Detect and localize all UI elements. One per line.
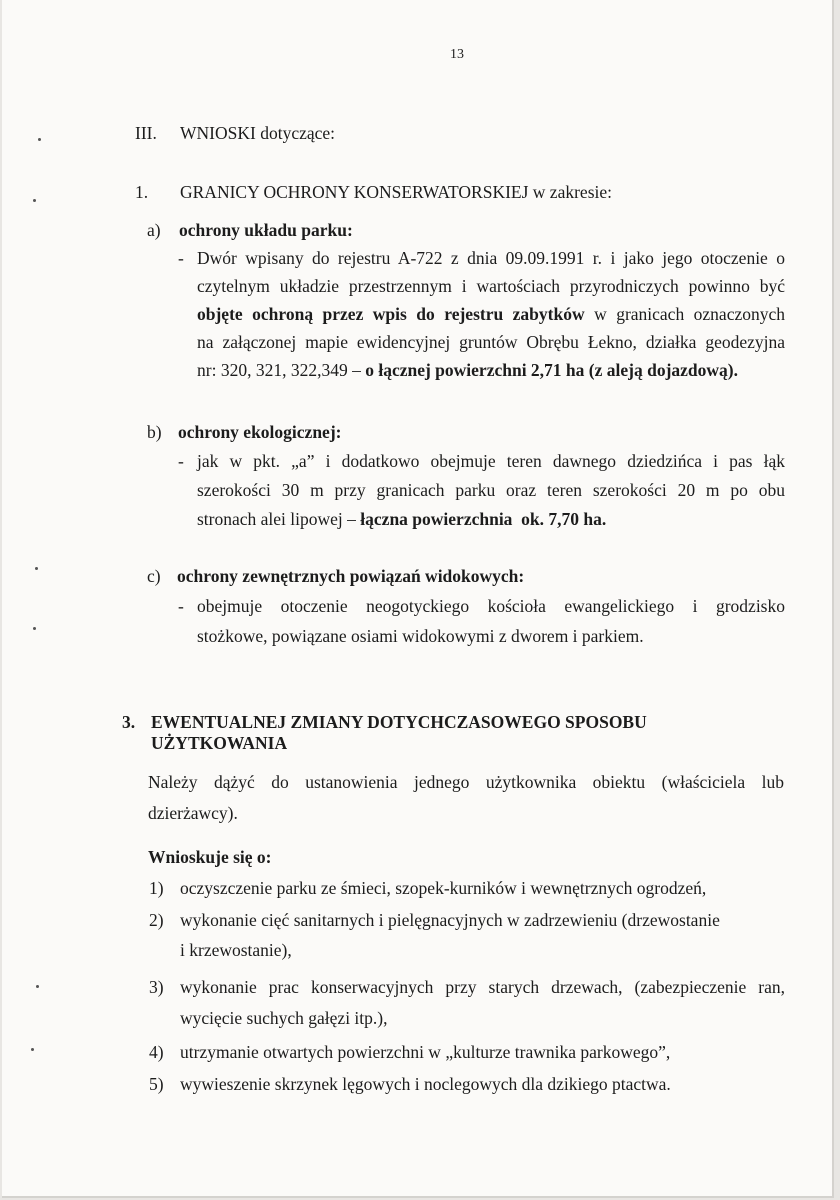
- list-item-number: 5): [149, 1074, 164, 1094]
- item-b-line3-normal: stronach alei lipowej –: [197, 509, 356, 529]
- section-title: [180, 123, 335, 144]
- list-item-number: 1): [149, 878, 164, 898]
- wnioskuje-heading: Wnioskuje się o:: [148, 847, 272, 867]
- point1-title-rest: w zakresie:: [532, 182, 612, 202]
- scan-speck: [38, 138, 41, 141]
- scan-speck: [36, 985, 39, 988]
- point3-para-line1: Należy dążyć do ustanowienia jednego użytkownika obiektu (właściciela lub: [148, 772, 784, 792]
- item-c-line1: obejmuje otoczenie neogotyckiego kościoła ewangelickiego i grodzisko: [197, 596, 785, 616]
- page-number: 13: [450, 47, 464, 62]
- list-item-number: 3): [149, 977, 164, 997]
- point3-para-line2: dzierżawcy).: [148, 803, 238, 823]
- document-page: [2, 0, 834, 1198]
- item-b-label: b): [147, 422, 162, 442]
- list-item-text-cont: wycięcie suchych gałęzi itp.),: [180, 1008, 388, 1028]
- item-a-line2: czytelnym układzie przestrzennym i wartościach przyrodniczych powinno być: [197, 276, 785, 296]
- list-item-text: wykonanie prac konserwacyjnych przy starych drzewach, (zabezpieczenie ran,: [180, 977, 785, 997]
- list-item-text: oczyszczenie parku ze śmieci, szopek-kurników i wewnętrznych ogrodzeń,: [180, 878, 707, 898]
- list-item-text: wykonanie cięć sanitarnych i pielęgnacyjnych w zadrzewieniu (drzewostanie: [180, 910, 720, 930]
- point3-title-line2: UŻYTKOWANIA: [151, 733, 288, 753]
- item-a-line3-bold: objęte ochroną przez wpis do rejestru zabytków: [197, 304, 585, 324]
- scan-speck: [33, 627, 36, 630]
- scan-speck: [33, 199, 36, 202]
- item-b-dash: -: [178, 451, 184, 471]
- list-item-text: wywieszenie skrzynek lęgowych i noclegowych dla dzikiego ptactwa.: [180, 1074, 671, 1094]
- point1-title-bold: GRANICY OCHRONY KONSERWATORSKIEJ: [180, 182, 529, 202]
- list-item-text-cont: i krzewostanie),: [180, 940, 292, 960]
- item-c-label: c): [147, 566, 161, 586]
- item-b-line1: jak w pkt. „a” i dodatkowo obejmuje teren dawnego dziedzińca i pas łąk: [197, 451, 785, 471]
- list-item-number: 4): [149, 1042, 164, 1062]
- scan-speck: [31, 1048, 34, 1051]
- item-a-line5-normal: nr: 320, 321, 322,349 –: [197, 360, 361, 380]
- item-a-line4: na załączonej mapie ewidencyjnej gruntów Obrębu Łekno, działka geodezyjna: [197, 332, 785, 352]
- item-b-line3: [197, 509, 606, 530]
- section-title-bold: WNIOSKI: [180, 123, 256, 143]
- item-c-dash: -: [178, 596, 184, 616]
- point1-title: [180, 182, 612, 203]
- item-a-line3: [197, 304, 785, 325]
- item-a-line3-rest: w granicach oznaczonych: [594, 304, 786, 324]
- item-a-dash: -: [178, 248, 184, 268]
- list-item-number: 2): [149, 910, 164, 930]
- point3-number: 3.: [122, 712, 136, 732]
- item-c-line2: stożkowe, powiązane osiami widokowymi z dworem i parkiem.: [197, 626, 644, 646]
- point3-title-line1: EWENTUALNEJ ZMIANY DOTYCHCZASOWEGO SPOSOBU: [151, 712, 647, 732]
- item-a-heading: ochrony układu parku:: [179, 220, 353, 240]
- item-a-line5-bold: o łącznej powierzchni 2,71 ha (z aleją dojazdową).: [365, 360, 738, 380]
- item-b-line3-bold: łączna powierzchnia ok. 7,70 ha.: [360, 509, 607, 529]
- item-b-heading: ochrony ekologicznej:: [178, 422, 342, 442]
- item-a-label: a): [147, 220, 161, 240]
- list-item-text: utrzymanie otwartych powierzchni w „kulturze trawnika parkowego”,: [180, 1042, 671, 1062]
- point1-number: 1.: [135, 182, 149, 202]
- item-c-heading: ochrony zewnętrznych powiązań widokowych:: [177, 566, 525, 586]
- section-numeral: III.: [135, 123, 157, 143]
- item-b-line2: szerokości 30 m przy granicach parku oraz teren szerokości 20 m po obu: [197, 480, 785, 500]
- scan-speck: [35, 567, 38, 570]
- item-a-line5: [197, 360, 738, 381]
- section-title-rest: dotyczące:: [260, 123, 336, 143]
- item-a-line1: Dwór wpisany do rejestru A-722 z dnia 09.09.1991 r. i jako jego otoczenie o: [197, 248, 785, 268]
